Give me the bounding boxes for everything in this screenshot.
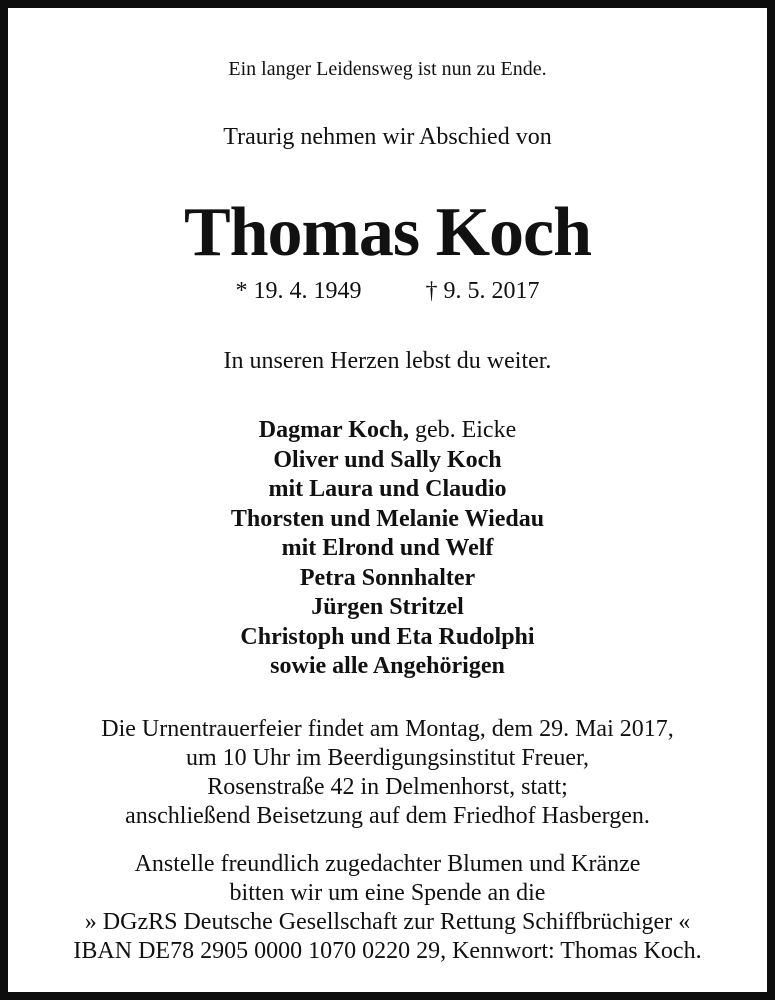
- mourner-row: mit Elrond und Welf: [281, 535, 494, 561]
- mourners-list: [16, 416, 759, 682]
- mourner-row: Petra Sonnhalter: [299, 564, 476, 591]
- intro-text: Ein langer Leidensweg ist nun zu Ende.: [228, 58, 547, 80]
- farewell-text: Traurig nehmen wir Abschied von: [223, 124, 552, 150]
- mourner-row: Jürgen Stritzel: [311, 594, 464, 620]
- birth-date: * 19. 4. 1949: [235, 278, 362, 304]
- donation-line: » DGzRS Deutsche Gesellschaft zur Rettung Schiffbrüchiger «: [84, 909, 691, 935]
- mourner-row: Thorsten und Melanie Wiedau: [230, 505, 545, 532]
- death-date: † 9. 5. 2017: [425, 278, 540, 304]
- ceremony-line: Die Urnentrauerfeier findet am Montag, dem 29. Mai 2017,: [101, 716, 674, 742]
- donation-request: [16, 850, 759, 966]
- ceremony-line: um 10 Uhr im Beerdigungsinstitut Freuer,: [186, 745, 589, 771]
- mourner-row: Christoph und Eta Rudolphi: [240, 623, 535, 650]
- mourner-primary-name: Dagmar Koch,: [258, 417, 409, 443]
- donation-line: IBAN DE78 2905 0000 1070 0220 29, Kennwort: Thomas Koch.: [73, 938, 702, 964]
- donation-line: bitten wir um eine Spende an die: [229, 880, 546, 906]
- mourner-maiden-name: geb. Eicke: [408, 417, 517, 443]
- deceased-name: Thomas Koch: [183, 194, 592, 271]
- ceremony-details: [16, 715, 759, 831]
- mourner-row: mit Laura und Claudio: [268, 476, 507, 502]
- memorial-verse: In unseren Herzen lebst du weiter.: [223, 348, 552, 374]
- ceremony-line: anschließend Beisetzung auf dem Friedhof Hasbergen.: [125, 803, 650, 829]
- ceremony-line: Rosenstraße 42 in Delmenhorst, statt;: [207, 774, 568, 800]
- life-dates: [16, 278, 759, 305]
- mourner-row: sowie alle Angehörigen: [270, 653, 505, 679]
- mourner-row: Oliver und Sally Koch: [273, 446, 502, 473]
- mourner-row: [16, 416, 759, 446]
- donation-line: Anstelle freundlich zugedachter Blumen und Kränze: [134, 851, 641, 877]
